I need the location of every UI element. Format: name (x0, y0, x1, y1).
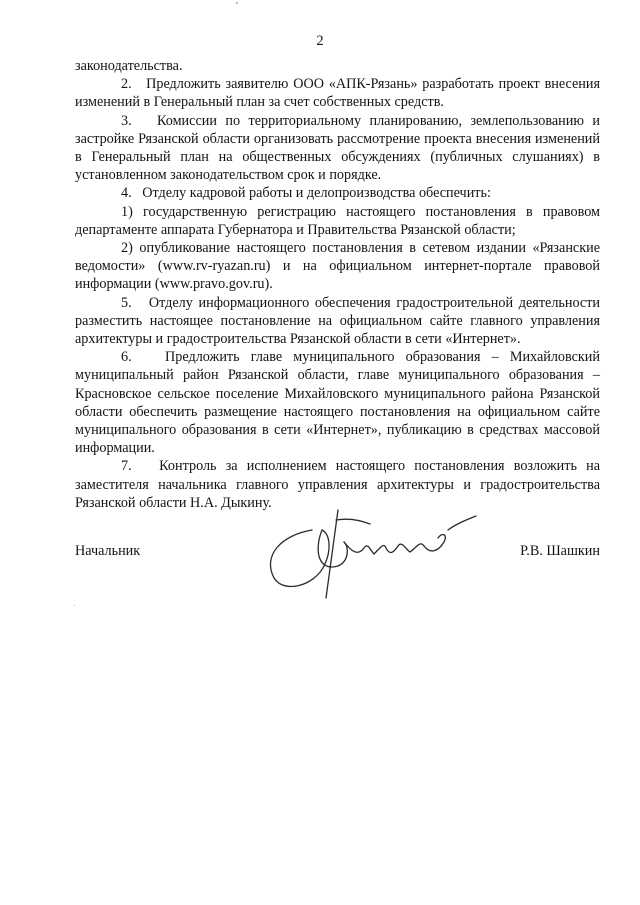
paragraph-4-item-1: 1) государственную регистрацию настоящего постановления в правовом департаменте аппарата Губернатора и Правительства Рязанской области; (75, 203, 600, 238)
document-body (75, 57, 600, 512)
handwritten-signature (252, 490, 482, 600)
paragraph-6: 6. Предложить главе муниципального образования – Михайловский муниципальный район Рязанской области, главе муниципального образования – Красновское сельское поселение Михайловского муниципального района Рязанской области обеспечить размещение настоящего постановления на официальном сайте муниципального образования в сети «Интернет», публикацию в средствах массовой информации. (75, 349, 600, 457)
paragraph-continuation: законодательства. (75, 58, 183, 74)
paragraph-3: 3. Комиссии по территориальному планированию, землепользованию и застройке Рязанской области организовать рассмотрение проекта внесения изменений в Генеральный план на общественных обсуждениях (публичных слушаниях) в установленном законодательством срок и порядке. (75, 112, 600, 184)
paragraph-7: 7. Контроль за исполнением настоящего постановления возложить на заместителя начальника главного управления архитектуры и градостроительства Рязанской области Н.А. Дыкину. (75, 458, 600, 511)
signatory-title: Начальник (75, 543, 141, 559)
scan-artifact (74, 605, 75, 606)
paragraph-4-item-2: 2) опубликование настоящего постановления в сетевом издании «Рязанские ведомости» (www.rv-ryazan.ru) и на официальном интернет-портале правовой информации (www.pravo.gov.ru). (75, 240, 600, 293)
paragraph-2: 2. Предложить заявителю ООО «АПК-Рязань» разработать проект внесения изменений в Генеральный план за счет собственных средств. (75, 76, 600, 111)
page-number: 2 (316, 33, 324, 49)
paragraph-5: 5. Отделу информационного обеспечения градостроительной деятельности разместить настоящее постановление на официальном сайте главного управления архитектуры и градостроительства Рязанской области в сети «Интернет». (75, 294, 600, 348)
scan-artifact (236, 2, 238, 4)
signatory-name: Р.В. Шашкин (520, 543, 600, 559)
paragraph-4: 4. Отделу кадровой работы и делопроизводства обеспечить: (121, 185, 491, 202)
